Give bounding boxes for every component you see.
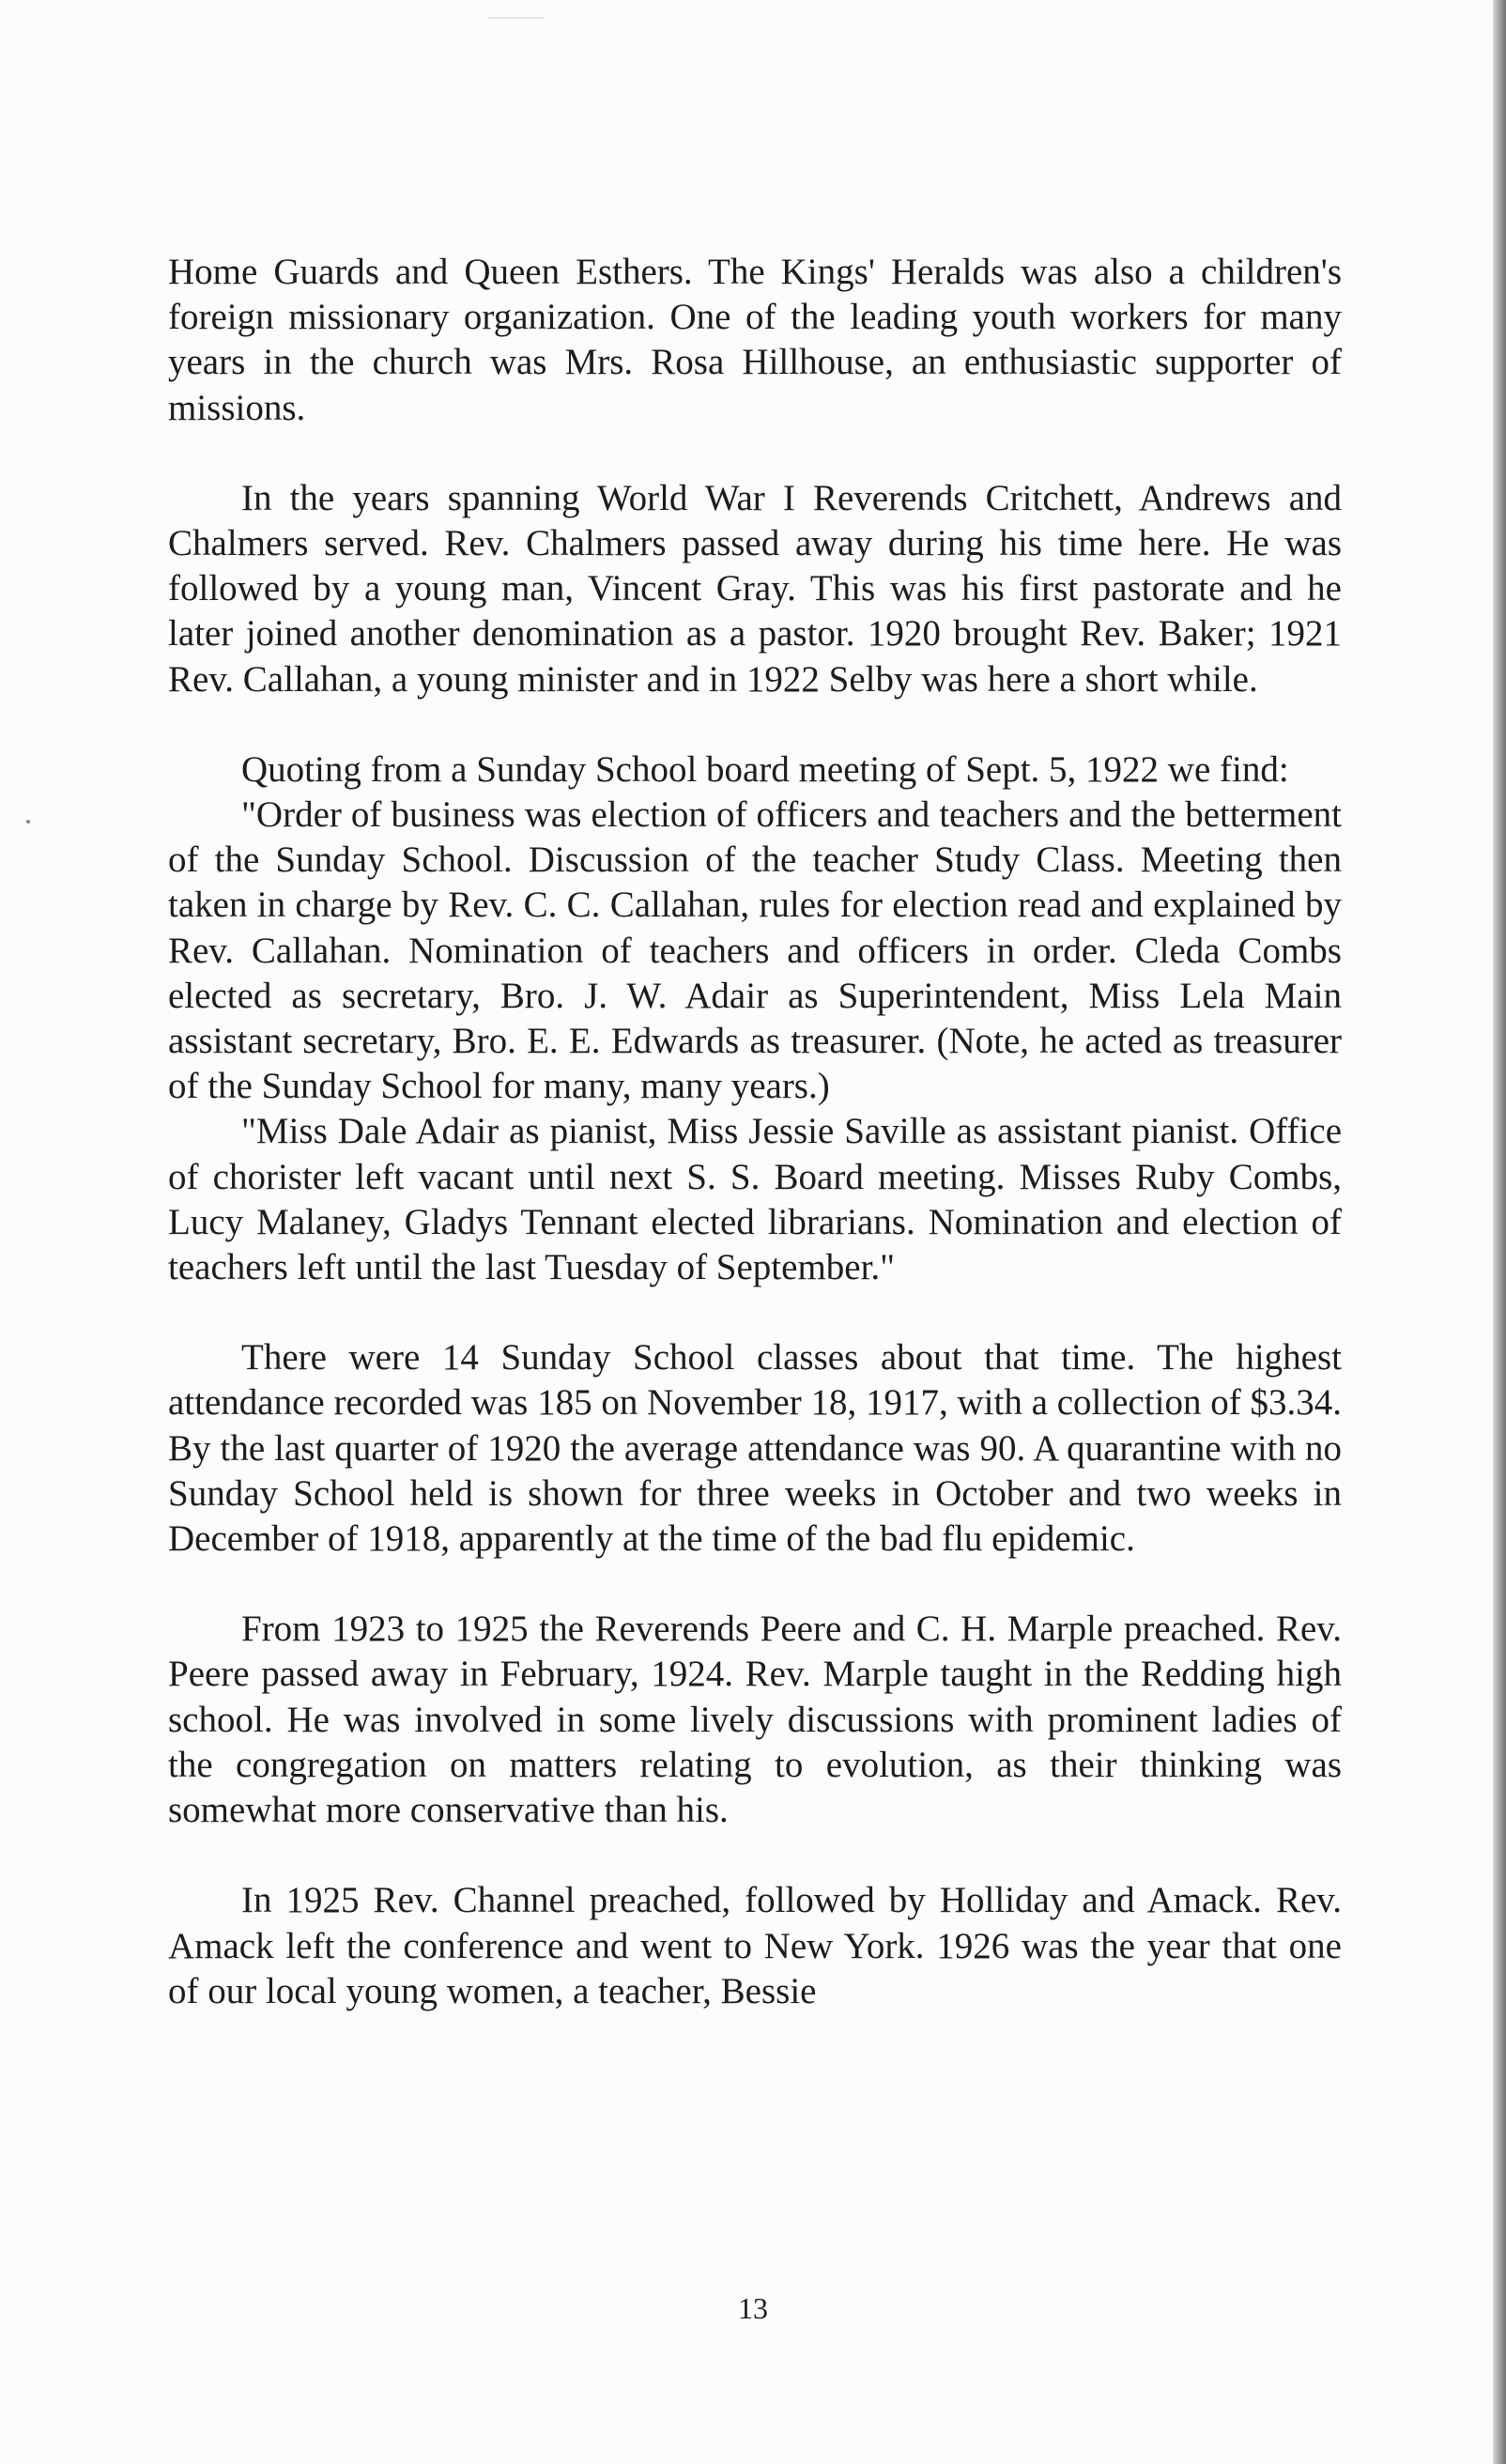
page-edge-shadow [1493,0,1506,2464]
paragraph-channel-amack: In 1925 Rev. Channel preached, followed by Holliday and Amack. Rev. Amack left the conference and went to New York. 1926 was the year that one of our local young women, a teacher, Bessie [168,1880,1342,2011]
paragraph-board-meeting-intro: Quoting from a Sunday School board meeting of Sept. 5, 1922 we find: [241,748,1289,790]
page-number: 13 [738,2291,768,2325]
paragraph-missions: Home Guards and Queen Esthers. The Kings' Heralds was also a children's foreign missionary organization. One of the leading youth workers for many years in the church was Mrs. Rosa Hillhouse, an enthusiastic supporter of missions. [168,252,1342,428]
page-mark [488,17,545,19]
paragraph-world-war-pastors: In the years spanning World War I Reverends Critchett, Andrews and Chalmers served. Rev. Chalmers passed away during his time here. He was followed by a young man, Vincent Gray. This was his first pastorate and he later joined another denomination as a pastor. 1920 brought Rev. Baker; 1921 Rev. Callahan, a young minister and in 1922 Selby was here a short while. [168,477,1342,700]
margin-speck [26,820,30,824]
paragraph-peere-marple: From 1923 to 1925 the Reverends Peere and C. H. Marple preached. Rev. Peere passed away in February, 1924. Rev. Marple taught in the Redding high school. He was involved in some lively discussions with prominent ladies of the congregation on matters relating to evolution, as their thinking was somewhat more conservative than his. [168,1609,1342,1831]
paragraph-board-meeting-quote: "Order of business was election of officers and teachers and the betterment of the Sunday School. Discussion of the teacher Study Class. Meeting then taken in charge by Rev. C. C. Callahan, rules for election read and explained by Rev. Callahan. Nomination of teachers and officers in order. Cleda Combs elected as secretary, Bro. J. W. Adair as Superintendent, Miss Lela Main assistant secretary, Bro. E. E. Edwards as treasurer. (Note, he acted as treasurer of the Sunday School for many, many years.) [168,794,1342,1107]
paragraph-board-meeting-quote-cont: "Miss Dale Adair as pianist, Miss Jessie Saville as assistant pianist. Office of chorister left vacant until next S. S. Board meeting. Misses Ruby Combs, Lucy Malaney, Gladys Tennant elected librarians. Nomination and election of teachers left until the last Tuesday of September." [168,1111,1342,1288]
paragraph-attendance: There were 14 Sunday School classes about that time. The highest attendance recorded was 185 on November 18, 1917, with a collection of $3.34. By the last quarter of 1920 the average attendance was 90. A quarantine with no Sunday School held is shown for three weeks in October and two weeks in December of 1918, apparently at the time of the bad flu epidemic. [168,1337,1342,1560]
body-text [168,250,1342,2014]
